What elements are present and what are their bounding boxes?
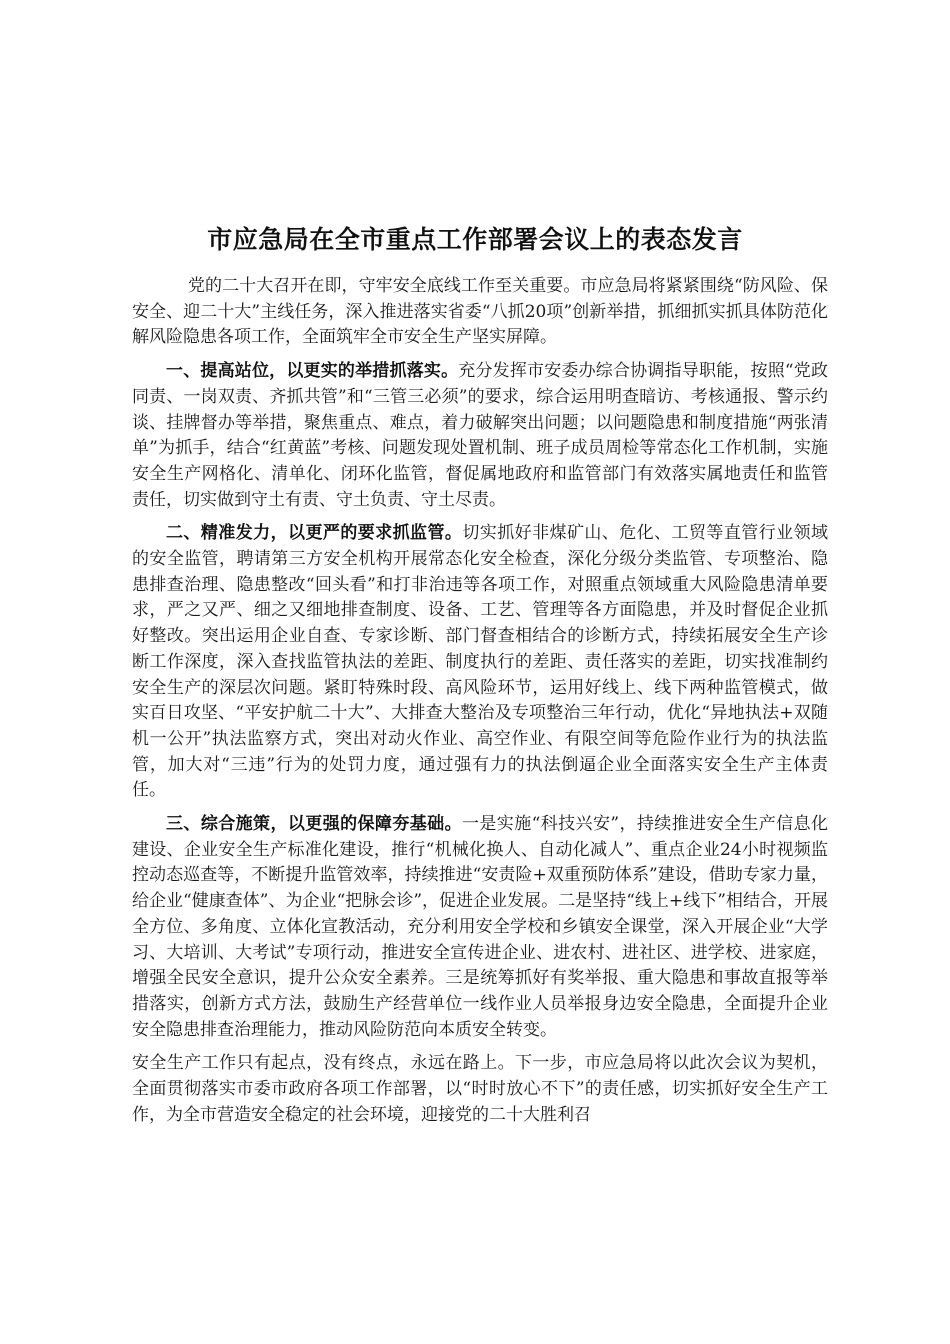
section-body-3: 一是实施“科技兴安”，持续推进安全生产信息化建设、企业安全生产标准化建设，推行“机械化换人、自动化减人”、重点企业24小时视频监控动态巡查等，不断提升监管效率，持续推进“安责险+双重预防体系”建设，借助专家力量，给企业“健康查体”、为企业“把脉会诊”，促进企业发展。二是坚持“线上+线下”相结合，开展全方位、多角度、立体化宣教活动，充分利用安全学校和乡镇安全课堂，深入开展企业“大学习、大培训、大考试”专项行动，推进安全宣传进企业、进农村、进社区、进学校、进家庭，增强全民安全意识，提升公众安全素养。三是统筹抓好有奖举报、重大隐患和事故直报等举措落实，创新方式方法，鼓励生产经营单位一线作业人员举报身边安全隐患，全面提升企业安全隐患排查治理能力，推动风险防范向本质安全转变。 [132,814,828,1040]
intro-paragraph: 党的二十大召开在即，守牢安全底线工作至关重要。市应急局将紧紧围绕“防风险、保安全、迎二十大”主线任务，深入推进落实省委“八抓20项”创新举措，抓细抓实抓具体防范化解风险隐患各项工作，全面筑牢全市安全生产坚实屏障。 [132,276,828,348]
document-body [132,274,828,1137]
section-heading-1: 一、提高站位，以更实的举措抓落实。 [166,361,459,382]
section-heading-3: 三、综合施策，以更强的保障夯基础。 [166,814,462,835]
closing-paragraph: 安全生产工作只有起点，没有终点，永远在路上。下一步，市应急局将以此次会议为契机，全面贯彻落实市委市政府各项工作部署，以“时时放心不下”的责任感，切实抓好安全生产工作，为全市营造安全稳定的社会环境，迎接党的二十大胜利召 [132,1053,828,1125]
section-heading-2: 二、精准发力，以更严的要求抓监管。 [166,523,463,544]
section-body-1: 充分发挥市安委办综合协调指导职能，按照“党政同责、一岗双责、齐抓共管”和“三管三必须”的要求，综合运用明查暗访、考核通报、警示约谈、挂牌督办等举措，聚焦重点、难点，着力破解突出问题；以问题隐患和制度措施“两张清单”为抓手，结合“红黄蓝”考核、问题发现处置机制、班子成员周检等常态化工作机制，实施安全生产网格化、清单化、闭环化监管，督促属地政府和监管部门有效落实属地责任和监管责任，切实做到守土有责、守土负责、守土尽责。 [132,361,828,510]
section-paragraph-1 [132,359,828,513]
page-title: 市应急局在全市重点工作部署会议上的表态发言 [207,225,743,254]
section-body-2: 切实抓好非煤矿山、危化、工贸等直管行业领域的安全监管，聘请第三方安全机构开展常态化安全检查，深化分级分类监管、专项整治、隐患排查治理、隐患整改“回头看”和打非治违等各项工作，对照重点领域重大风险隐患清单要求，严之又严、细之又细地排查制度、设备、工艺、管理等各方面隐患，并及时督促企业抓好整改。突出运用企业自查、专家诊断、部门督查相结合的诊断方式，持续拓展安全生产诊断工作深度，深入查找监管执法的差距、制度执行的差距、责任落实的差距，切实找准制约安全生产的深层次问题。紧盯特殊时段、高风险环节，运用好线上、线下两种监管模式，做实百日攻坚、“平安护航二十大”、大排查大整治及专项整治三年行动，优化“异地执法+双随机一公开”执法监察方式，突出对动火作业、高空作业、有限空间等危险作业行为的执法监管，加大对“三违”行为的处罚力度，通过强有力的执法倒逼企业全面落实安全生产主体责任。 [132,523,829,801]
section-paragraph-3 [132,812,828,1043]
section-paragraph-2 [132,521,828,804]
